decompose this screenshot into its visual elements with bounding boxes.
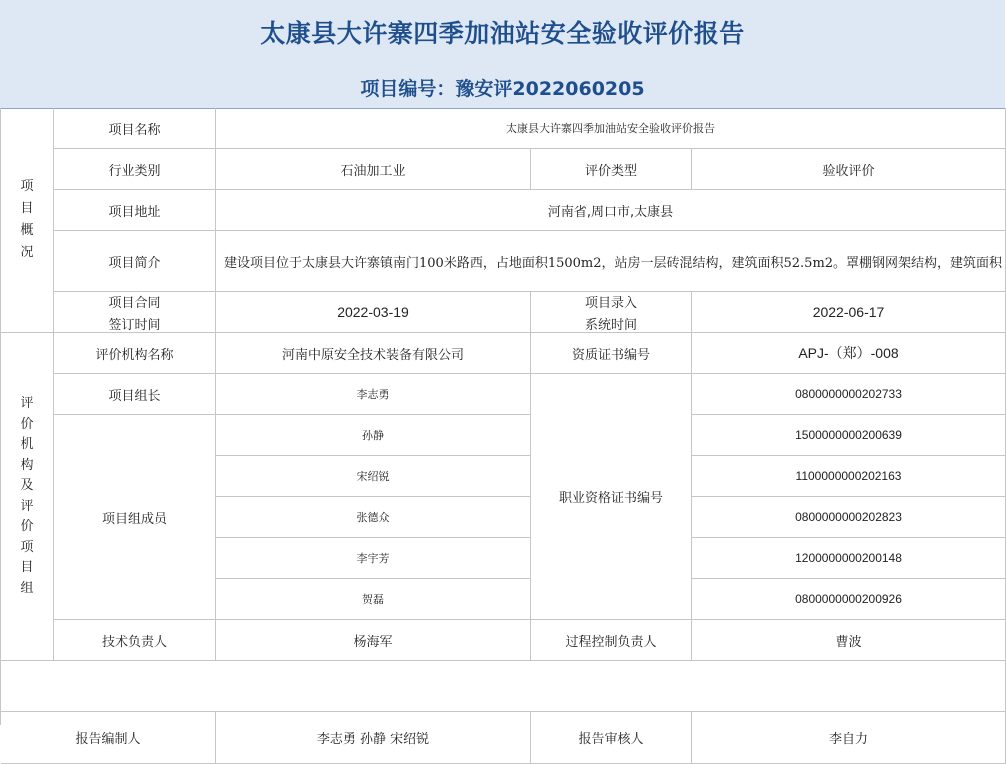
project-name-label: 项目名称 bbox=[54, 108, 216, 149]
member-name: 宋绍锐 bbox=[216, 456, 531, 497]
members-label: 项目组成员 bbox=[54, 415, 216, 620]
report-author-label: 报告编制人 bbox=[1, 712, 216, 764]
leader-cert: 0800000000202733 bbox=[692, 374, 1006, 415]
leader-label: 项目组长 bbox=[54, 374, 216, 415]
intro-label: 项目简介 bbox=[54, 231, 216, 292]
page-title: 太康县大许寨四季加油站安全验收评价报告 bbox=[260, 19, 745, 48]
project-name-value: 太康县大许寨四季加油站安全验收评价报告 bbox=[216, 108, 1006, 149]
org-name-label: 评价机构名称 bbox=[54, 333, 216, 374]
report-reviewer-label: 报告审核人 bbox=[531, 712, 692, 764]
eval-type-value: 验收评价 bbox=[692, 149, 1006, 190]
industry-value: 石油加工业 bbox=[216, 149, 531, 190]
tech-lead-value: 杨海军 bbox=[216, 620, 531, 661]
member-name: 张德众 bbox=[216, 497, 531, 538]
section-label-overview: 项 目 概 况 bbox=[1, 108, 54, 333]
member-name: 贺磊 bbox=[216, 579, 531, 620]
contract-date-value: 2022-03-19 bbox=[216, 292, 531, 333]
address-label: 项目地址 bbox=[54, 190, 216, 231]
report-reviewer-value: 李自力 bbox=[692, 712, 1006, 764]
org-name-value: 河南中原安全技术装备有限公司 bbox=[216, 333, 531, 374]
tech-lead-label: 技术负责人 bbox=[54, 620, 216, 661]
entry-date-value: 2022-06-17 bbox=[692, 292, 1006, 333]
intro-value: 建设项目位于太康县大许寨镇南门100米路西，占地面积1500m2，站房一层砖混结构，建筑面积52.5m2。罩棚钢网架结构，建筑面积 bbox=[216, 231, 1006, 292]
eval-type-label: 评价类型 bbox=[531, 149, 692, 190]
project-number: 项目编号：豫安评2022060205 bbox=[360, 78, 645, 100]
member-name: 李宇芳 bbox=[216, 538, 531, 579]
process-lead-label: 过程控制负责人 bbox=[531, 620, 692, 661]
report-header bbox=[0, 0, 1005, 109]
report-info-table bbox=[0, 108, 1006, 747]
report-author-value: 李志勇 孙静 宋绍锐 bbox=[216, 712, 531, 764]
qualification-label: 职业资格证书编号 bbox=[531, 374, 692, 620]
section-label-org: 评 价 机 构 及 评 价 项 目 组 bbox=[1, 333, 54, 661]
section-divider bbox=[1, 661, 1006, 712]
industry-label: 行业类别 bbox=[54, 149, 216, 190]
member-cert: 1500000000200639 bbox=[692, 415, 1006, 456]
member-name: 孙静 bbox=[216, 415, 531, 456]
process-lead-value: 曹波 bbox=[692, 620, 1006, 661]
member-cert: 1100000000202163 bbox=[692, 456, 1006, 497]
cert-label: 资质证书编号 bbox=[531, 333, 692, 374]
cert-value: APJ-（郑）-008 bbox=[692, 333, 1006, 374]
contract-date-label: 项目合同 签订时间 bbox=[54, 292, 216, 333]
member-cert: 0800000000202823 bbox=[692, 497, 1006, 538]
leader-name: 李志勇 bbox=[216, 374, 531, 415]
member-cert: 1200000000200148 bbox=[692, 538, 1006, 579]
member-cert: 0800000000200926 bbox=[692, 579, 1006, 620]
address-value: 河南省,周口市,太康县 bbox=[216, 190, 1006, 231]
entry-date-label: 项目录入 系统时间 bbox=[531, 292, 692, 333]
